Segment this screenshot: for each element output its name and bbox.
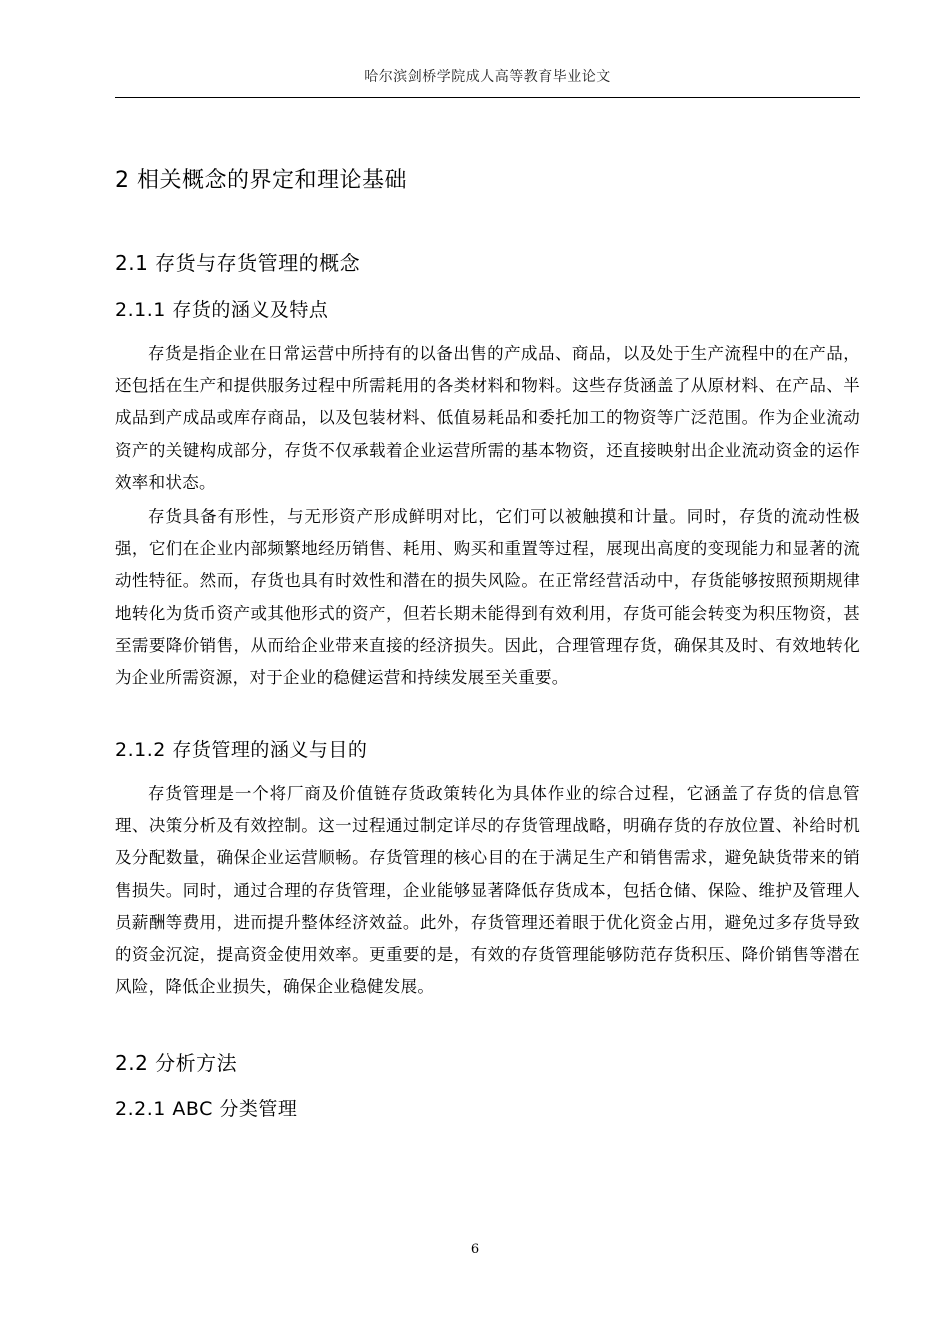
section-heading-2-1-1: 2.1.1 存货的涵义及特点 xyxy=(115,299,329,321)
paragraph-inventory-management: 存货管理是一个将厂商及价值链存货政策转化为具体作业的综合过程，它涵盖了存货的信息管理、决策分析及有效控制。这一过程通过制定详尽的存货管理战略，明确存货的存放位置、补给时机及分配数量，确保企业运营顺畅。存货管理的核心目的在于满足生产和销售需求，避免缺货带来的销售损失。同时，通过合理的存货管理，企业能够显著降低存货成本，包括仓储、保险、维护及管理人员薪酬等费用，进而提升整体经济效益。此外，存货管理还着眼于优化资金占用，避免过多存货导致的资金沉淀，提高资金使用效率。更重要的是，有效的存货管理能够防范存货积压、降价销售等潜在风险，降低企业损失，确保企业稳健发展。 xyxy=(115,784,860,997)
section-heading-2-2-1: 2.2.1 ABC 分类管理 xyxy=(115,1098,298,1120)
page-header: 哈尔滨剑桥学院成人高等教育毕业论文 xyxy=(364,69,611,85)
page-number: 6 xyxy=(470,1242,480,1257)
section-heading-2-2: 2.2 分析方法 xyxy=(115,1051,238,1075)
section-heading-2-1: 2.1 存货与存货管理的概念 xyxy=(115,251,361,275)
header-divider xyxy=(115,97,860,98)
paragraph-inventory-definition: 存货是指企业在日常运营中所持有的以备出售的产成品、商品，以及处于生产流程中的在产品，还包括在生产和提供服务过程中所需耗用的各类材料和物料。这些存货涵盖了从原材料、在产品、半成品到产成品或库存商品，以及包装材料、低值易耗品和委托加工的物资等广泛范围。作为企业流动资产的关键构成部分，存货不仅承载着企业运营所需的基本物资，还直接映射出企业流动资金的运作效率和状态。 xyxy=(115,344,860,492)
section-heading-2-1-2: 2.1.2 存货管理的涵义与目的 xyxy=(115,739,368,761)
chapter-title: 2 相关概念的界定和理论基础 xyxy=(115,168,407,193)
paragraph-inventory-characteristics: 存货具备有形性，与无形资产形成鲜明对比，它们可以被触摸和计量。同时，存货的流动性极强，它们在企业内部频繁地经历销售、耗用、购买和重置等过程，展现出高度的变现能力和显著的流动性特征。然而，存货也具有时效性和潜在的损失风险。在正常经营活动中，存货能够按照预期规律地转化为货币资产或其他形式的资产，但若长期未能得到有效利用，存货可能会转变为积压物资，甚至需要降价销售，从而给企业带来直接的经济损失。因此，合理管理存货，确保其及时、有效地转化为企业所需资源，对于企业的稳健运营和持续发展至关重要。 xyxy=(115,507,860,688)
